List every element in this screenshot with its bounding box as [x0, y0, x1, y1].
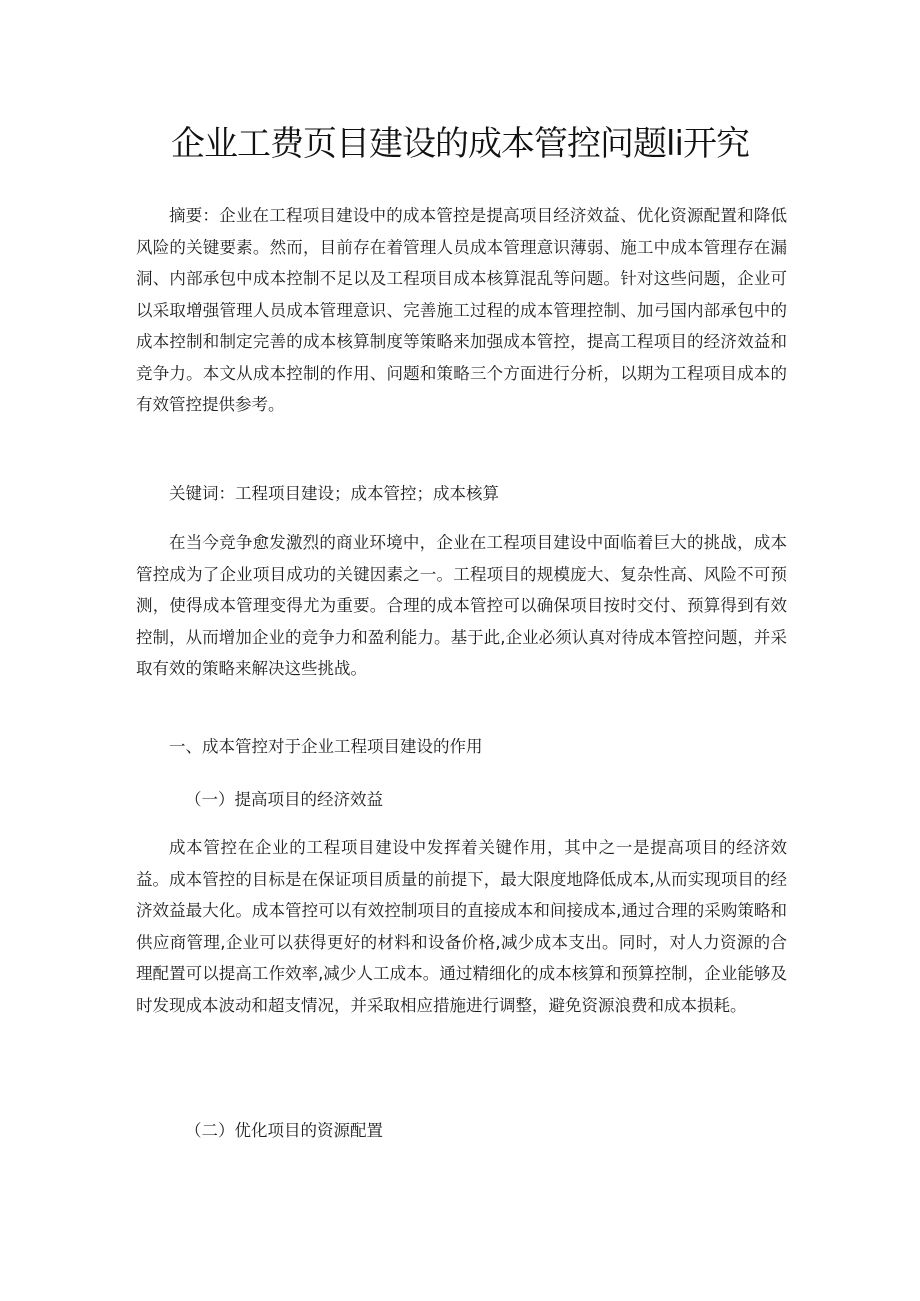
section-1-heading: 一、成本管控对于企业工程项目建设的作用 — [169, 737, 483, 756]
abstract-paragraph: 摘要：企业在工程项目建设中的成本管控是提高项目经济效益、优化资源配置和降低风险的关键要素。然而，目前存在着管理人员成本管理意识薄弱、施工中成本管理存在漏洞、内部承包中成本控制不足以及工程项目成本核算混乱等问题。针对这些问题，企业可以采取增强管理人员成本管理意识、完善施工过程的成本管理控制、加弓国内部承包中的成本控制和制定完善的成本核算制度等策略来加强成本管控，提高工程项目的经济效益和竞争力。本文从成本控制的作用、问题和策略三个方面进行分析，以期为工程项目成本的有效管控提供参考。 — [136, 206, 787, 414]
section-1-2-heading: （二）优化项目的资源配置 — [185, 1121, 383, 1140]
keywords-line: 关键词：工程项目建设；成本管控；成本核算 — [169, 484, 499, 503]
document-title: 企业工费页目建设的成本管控问题li开究 — [171, 124, 749, 164]
intro-paragraph: 在当今竞争愈发激烈的商业环境中，企业在工程项目建设中面临着巨大的挑战，成本管控成为了企业项目成功的关键因素之一。工程项目的规模庞大、复杂性高、风险不可预测，使得成本管理变得尤为重要。合理的成本管控可以确保项目按时交付、预算得到有效控制，从而增加企业的竞争力和盈利能力。基于此,企业必须认真对待成本管控问题，并采取有效的策略来解决这些挑战。 — [136, 533, 787, 678]
section-1-1-body: 成本管控在企业的工程项目建设中发挥着关键作用，其中之一是提高项目的经济效益。成本管控的目标是在保证项目质量的前提下，最大限度地降低成本,从而实现项目的经济效益最大化。成本管控可以有效控制项目的直接成本和间接成本,通过合理的采购策略和供应商管理,企业可以获得更好的材料和设备价格,减少成本支出。同时，对人力资源的合理配置可以提高工作效率,减少人工成本。通过精细化的成本核算和预算控制，企业能够及时发现成本波动和超支情况，并采取相应措施进行调整，避免资源浪费和成本损耗。 — [136, 838, 787, 1015]
section-1-1-heading: （一）提高项目的经济效益 — [185, 790, 383, 809]
